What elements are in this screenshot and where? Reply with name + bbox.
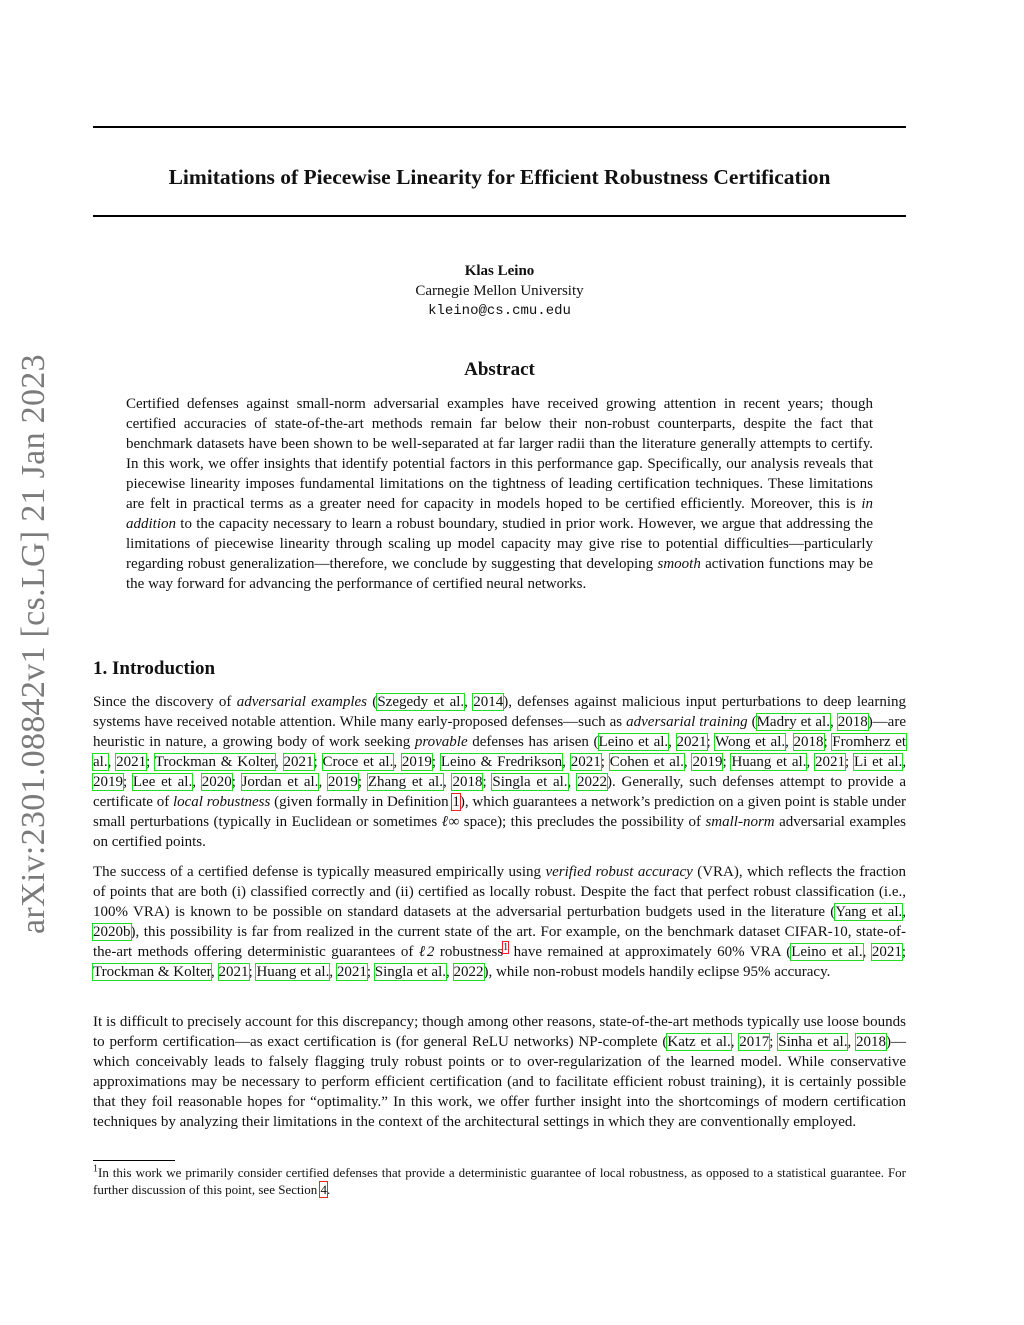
citation-link[interactable]: 2021	[815, 754, 845, 770]
text: space); this precludes the possibility of	[459, 814, 706, 830]
author-block	[93, 261, 906, 321]
separator: ,	[567, 774, 578, 790]
citation-link[interactable]: Sinha et al.	[778, 1034, 848, 1050]
text: defenses has arisen (	[467, 734, 599, 750]
citation-link[interactable]: 2019	[327, 774, 358, 790]
emphasis: provable	[414, 734, 468, 750]
separator: ,	[847, 1034, 857, 1050]
abstract-text: to the capacity necessary to learn a robust boundary, studied in prior work. However, we argue that addressing the limitations of piecewise linearity through scaling up model capacity may give rise to potential difficulties—particularly regarding robust generalization—therefore, we conclude by suggesting that developing	[126, 516, 873, 572]
separator: ,	[318, 774, 328, 790]
citation-link[interactable]: Jordan et al.	[241, 774, 319, 790]
separator: ,	[192, 774, 202, 790]
citation-link[interactable]: 2014	[473, 694, 504, 710]
footnote	[93, 1164, 906, 1198]
citation-link[interactable]: 2021	[218, 964, 249, 980]
text: ), this possibility is far from realized in the current state of the art. For example, on the benchmark dataset CIFAR-10, state-of-the-art methods offering deterministic guarantees of	[93, 924, 906, 960]
citation-link[interactable]: 2020	[201, 774, 232, 790]
separator: ,	[862, 944, 872, 960]
separator: ,	[668, 734, 677, 750]
text: )—which conceivably leads to falsely flagging truly robust points or to over-regularization of the learned model. While conservative approximations may be necessary to perform efficient certification (and to facilitate efficient robust training), it is certainly possible that they foil reasonable hopes for “optimality.” In this work, we offer further insight into the shortcomings of modern certification techniques by analyzing their limitations in the context of the architectural settings in which they are conventionally employed.	[93, 1034, 907, 1130]
separator: ;	[248, 964, 257, 980]
text: The success of a certified defense is typically measured empirically using	[93, 864, 546, 880]
section-heading-introduction: 1. Introduction	[93, 658, 216, 679]
section-link[interactable]: 4	[320, 1182, 327, 1197]
separator: ;	[823, 734, 833, 750]
citation-link[interactable]: Madry et al.	[756, 714, 830, 730]
intro-paragraph-1	[93, 692, 906, 852]
citation-link[interactable]: Szegedy et al.	[377, 694, 465, 710]
citation-link[interactable]: Yang et al.	[835, 904, 903, 920]
separator: ;	[366, 964, 375, 980]
footnote-text: .	[326, 1182, 331, 1197]
separator: ,	[211, 964, 219, 980]
citation-link[interactable]: Leino et al.	[598, 734, 669, 750]
separator: ;	[600, 754, 610, 770]
text: It is difficult to precisely account for this discrepancy; though among other reasons, state-of-the-art methods typically use loose bounds to perform certification—as exact certification is (for general ReLU networks) NP-complete (	[93, 1014, 906, 1050]
text: robustness	[434, 944, 504, 960]
citation-link[interactable]: Lee et al.	[132, 774, 193, 790]
abstract-text: activation functions may be the way forward for advancing the performance of certified neural networks.	[126, 556, 873, 592]
citation-link[interactable]: 2021	[871, 944, 902, 960]
citation-link[interactable]: 2021	[283, 754, 314, 770]
citation-link[interactable]: Trockman & Kolter	[93, 964, 212, 980]
separator: ,	[562, 754, 571, 770]
separator: ,	[785, 734, 794, 750]
text: Since the discovery of	[93, 694, 237, 710]
citation-link[interactable]: 2022	[577, 774, 608, 790]
paper-title: Limitations of Piecewise Linearity for Efficient Robustness Certification	[168, 165, 831, 189]
separator: ;	[482, 774, 493, 790]
author-name: Klas Leino	[464, 263, 535, 279]
separator: ,	[730, 1034, 740, 1050]
separator: ,	[107, 754, 117, 770]
citation-link[interactable]: Li et al.	[853, 754, 903, 770]
citation-link[interactable]: 2021	[116, 754, 147, 770]
citation-link[interactable]: 2018	[793, 734, 824, 750]
emphasis: local robustness	[172, 794, 271, 810]
separator: ,	[902, 754, 907, 770]
separator: ,	[393, 754, 402, 770]
citation-link[interactable]: Singla et al.	[492, 774, 568, 790]
separator: ,	[274, 754, 284, 770]
citation-link[interactable]: Fromherz et al.	[93, 734, 907, 770]
citation-link[interactable]: Zhang et al.	[367, 774, 443, 790]
abstract-body	[126, 394, 873, 594]
citation-link[interactable]: 2019	[93, 774, 123, 790]
separator: ;	[901, 944, 906, 960]
citation-link[interactable]: Huang et al.	[731, 754, 807, 770]
citation-link[interactable]: 2018	[856, 1034, 887, 1050]
citation-link[interactable]: Croce et al.	[322, 754, 394, 770]
text: ,	[829, 714, 838, 730]
citation-link[interactable]: 2019	[692, 754, 723, 770]
separator: ;	[706, 734, 716, 750]
definition-link[interactable]: 1	[452, 794, 460, 810]
citation-link[interactable]: 2018	[452, 774, 483, 790]
citation-link[interactable]: 2021	[676, 734, 707, 750]
separator: ,	[442, 774, 453, 790]
footnote-text: In this work we primarily consider certified defenses that provide a deterministic guarantee of local robustness, as opposed to a statistical guarantee. For further discussion of this point, see Section	[93, 1165, 906, 1197]
citation-link[interactable]: Leino & Fredrikson	[440, 754, 563, 770]
math-symbol: ℓ2	[418, 944, 435, 960]
citation-link[interactable]: Katz et al.	[667, 1034, 731, 1050]
text: (VRA), which reflects the fraction of points that are both (i) classified correctly and (ii) certified as locally robust. Despite the fact that perfect robust classification (i.e., 100% VRA) is known to be possible on standard datasets at the adversarial perturbation budgets used in the literature (	[93, 864, 906, 920]
citation-link[interactable]: 2020b	[93, 924, 131, 940]
text: ,	[464, 694, 474, 710]
citation-link[interactable]: 2019	[401, 754, 432, 770]
intro-paragraph-3	[93, 1012, 906, 1132]
text: (	[367, 694, 378, 710]
separator: ;	[146, 754, 155, 770]
emphasis: verified robust accuracy	[545, 864, 693, 880]
separator: ,	[806, 754, 815, 770]
footnote-rule	[93, 1160, 175, 1161]
emphasis: adversarial training	[626, 714, 748, 730]
citation-link[interactable]: Wong et al.	[715, 734, 786, 750]
separator: ;	[357, 774, 368, 790]
citation-link[interactable]: 2022	[453, 964, 484, 980]
text: (given formally in Definition	[270, 794, 453, 810]
separator: ,	[446, 964, 454, 980]
text: )—are heuristic in nature, a growing body of work seeking	[93, 714, 906, 750]
separator: ,	[902, 904, 906, 920]
citation-link[interactable]: 2021	[570, 754, 601, 770]
intro-paragraph-2	[93, 862, 906, 982]
separator: ,	[329, 964, 337, 980]
citation-link[interactable]: 2021	[336, 964, 367, 980]
citation-link[interactable]: Leino et al.	[791, 944, 863, 960]
author-email[interactable]: kleino@cs.cmu.edu	[428, 303, 571, 319]
text: ), while non-robust models handily eclipse 95% accuracy.	[483, 964, 831, 980]
abstract-heading: Abstract	[464, 359, 535, 380]
emphasis: small-norm	[705, 814, 775, 830]
math-symbol: ℓ∞	[441, 814, 460, 830]
citation-link[interactable]: 2017	[739, 1034, 770, 1050]
arxiv-identifier: arXiv:2301.08842v1 [cs.LG] 21 Jan 2023	[15, 354, 52, 934]
citation-link[interactable]: Cohen et al.	[609, 754, 684, 770]
citation-link[interactable]: 2018	[837, 714, 868, 730]
separator: ;	[313, 754, 323, 770]
separator: ,	[683, 754, 693, 770]
citation-link[interactable]: Singla et al.	[374, 964, 446, 980]
separator: ;	[845, 754, 854, 770]
separator: ;	[769, 1034, 779, 1050]
abstract-emphasis: in addition	[126, 496, 873, 532]
separator: ;	[231, 774, 242, 790]
title-top-rule	[93, 126, 906, 128]
text: ). Generally, such defenses attempt to provide a certificate of	[93, 774, 907, 810]
footnote-mark: 1	[93, 1163, 98, 1175]
author-affiliation: Carnegie Mellon University	[415, 283, 584, 299]
citation-link[interactable]: Trockman & Kolter	[154, 754, 275, 770]
separator: ;	[722, 754, 732, 770]
citation-link[interactable]: Huang et al.	[256, 964, 330, 980]
abstract-text: Certified defenses against small-norm adversarial examples have received growing attention in recent years; though certified accuracies of state-of-the-art methods remain far below their non-robust counterparts, despite the fact that benchmark datasets have been shown to be well-separated at far larger radii than the literature generally attempts to certify. In this work, we offer insights that identify potential factors in this performance gap. Specifically, our analysis reveals that piecewise linearity imposes fundamental limitations on the tightness of leading certification techniques. These limitations are felt in practical terms as a greater need for capacity in models hoped to be certified efficiently. Moreover, this is	[126, 396, 873, 512]
abstract-emphasis: smooth	[657, 556, 701, 572]
text: ), defenses against malicious input perturbations to deep learning systems have received notable attention. While many early-proposed defenses—such as	[93, 694, 907, 730]
separator: ;	[123, 774, 133, 790]
separator: ;	[431, 754, 441, 770]
footnote-marker-link[interactable]: 1	[503, 942, 509, 953]
text: have remained at approximately 60% VRA (	[508, 944, 792, 960]
title-bottom-rule	[93, 215, 906, 217]
text: adversarial examples on certified points.	[93, 814, 906, 850]
text: ), which guarantees a network’s prediction on a given point is stable under small perturbations (typically in Euclidean or sometimes	[93, 794, 907, 830]
emphasis: adversarial examples	[236, 694, 367, 710]
text: (	[747, 714, 757, 730]
